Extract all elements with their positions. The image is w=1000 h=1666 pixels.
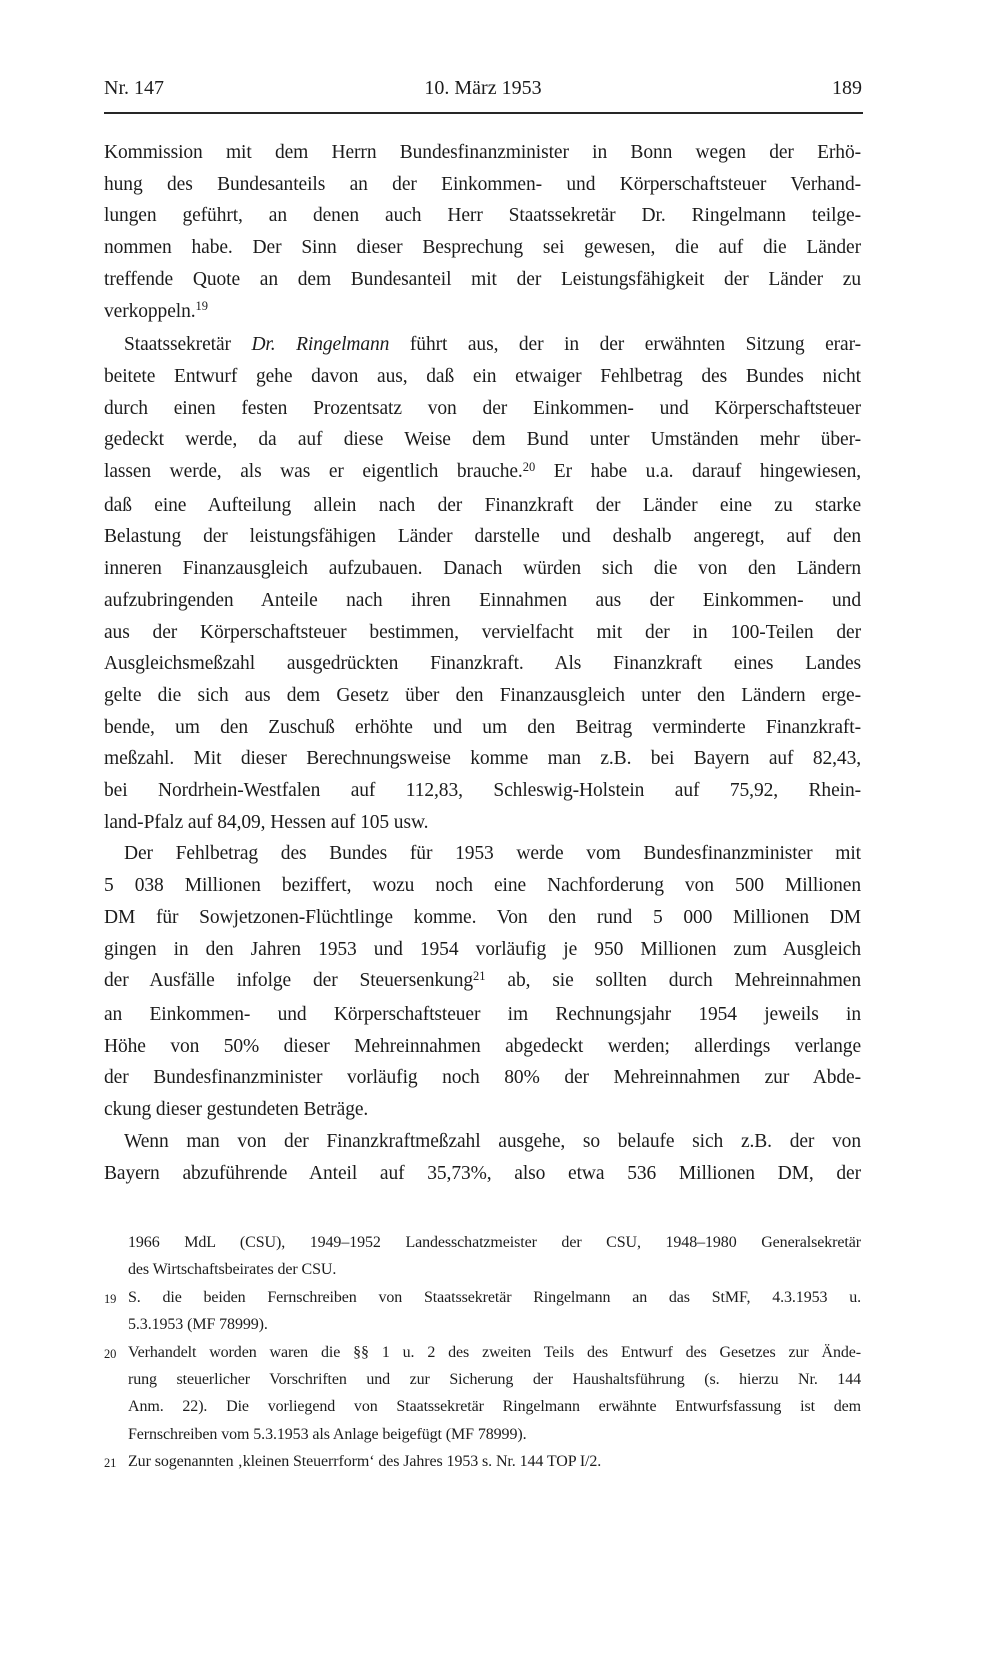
footnote-entry <box>104 1229 861 1284</box>
text-run: lassen werde, als was er eigentlich brauche. <box>104 461 523 483</box>
header-date: 10. März 1953 <box>424 77 542 99</box>
text-line <box>104 490 861 522</box>
text-run: gedeckt werde, da auf diese Weise dem Bund unter Umständen mehr über- <box>104 429 861 451</box>
text-line <box>104 775 861 807</box>
text-run: 5 038 Millionen beziffert, wozu noch eine Nachforderung von 500 Millionen <box>104 875 861 897</box>
text-run: DM für Sowjetzonen-Flüchtlinge komme. Von den rund 5 000 Millionen DM <box>104 906 861 928</box>
text-line <box>104 553 861 585</box>
text-run: Ausgleichsmeßzahl ausgedrückten Finanzkraft. Als Finanzkraft eines Landes <box>104 653 861 675</box>
footnote-line: Verhandelt worden waren die §§ 1 u. 2 des zweiten Teils des Entwurf des Gesetzes zur Ände- <box>128 1343 861 1361</box>
footnote-ref: 20 <box>522 459 536 474</box>
text-line <box>104 1031 861 1063</box>
text-line <box>104 424 861 456</box>
text-run: Wenn man von der Finanzkraftmeßzahl ausgehe, so belaufe sich z.B. der von <box>124 1130 861 1152</box>
text-line <box>104 648 861 680</box>
text-run: gelte die sich aus dem Gesetz über den Finanzausgleich unter den Ländern erge- <box>104 684 861 706</box>
text-run: aus der Körperschaftsteuer bestimmen, vervielfacht mit der in 100-Teilen der <box>104 621 861 643</box>
text-run: beitete Entwurf gehe davon aus, daß ein etwaiger Fehlbetrag des Bundes nicht <box>104 365 861 387</box>
text-line <box>104 521 861 553</box>
text-line <box>104 264 861 296</box>
footnote-ref: 19 <box>195 299 208 314</box>
text-line <box>104 743 861 775</box>
paragraph <box>104 137 861 329</box>
text-run: ckung dieser gestundeten Beträge. <box>104 1099 369 1121</box>
text-run: meßzahl. Mit dieser Berechnungsweise komme man z.B. bei Bayern auf 82,43, <box>104 748 861 770</box>
text-line <box>104 1094 861 1126</box>
text-run: gingen in den Jahren 1953 und 1954 vorläufig je 950 Millionen zum Ausgleich <box>104 938 861 960</box>
footnote-ref: 21 <box>473 968 486 983</box>
text-line <box>104 934 861 966</box>
page-header <box>104 77 862 105</box>
footnote-line: 1966 MdL (CSU), 1949–1952 Landesschatzmeister der CSU, 1948–1980 Generalsekretär <box>128 1234 861 1251</box>
text-line <box>104 902 861 934</box>
text-run: durch einen festen Prozentsatz von der Einkommen- und Körperschaftsteuer <box>104 397 861 419</box>
text-line <box>104 232 861 264</box>
text-run: der Ausfälle infolge der Steuersenkung <box>104 970 473 992</box>
header-rule <box>104 112 863 114</box>
text-run: daß eine Aufteilung allein nach der Finanzkraft der Länder eine zu starke <box>104 494 861 516</box>
footnote-line: des Wirtschaftsbeirates der CSU. <box>128 1261 337 1279</box>
text-run: lungen geführt, an denen auch Herr Staatssekretär Dr. Ringelmann teilge- <box>104 205 861 227</box>
text-run: der Bundesfinanzminister vorläufig noch 80% der Mehreinnahmen zur Abde- <box>104 1067 861 1089</box>
text-line <box>104 680 861 712</box>
footnote-line: Fernschreiben vom 5.3.1953 als Anlage beigefügt (MF 78999). <box>128 1425 527 1443</box>
footnote-line: 5.3.1953 (MF 78999). <box>128 1316 268 1334</box>
footnote-line: rung steuerlicher Vorschriften und zur Sicherung der Haushaltsführung (s. hierzu Nr. 144 <box>128 1371 861 1389</box>
text-line <box>104 137 861 169</box>
footnote-entry <box>104 1284 861 1339</box>
text-run: Höhe von 50% dieser Mehreinnahmen abgedeckt werden; allerdings verlange <box>104 1035 861 1057</box>
footnote-line: Zur sogenannten ‚kleinen Steuerrform‘ des Jahres 1953 s. Nr. 144 TOP I/2. <box>128 1453 602 1471</box>
text-line <box>104 329 861 361</box>
text-run: inneren Finanzausgleich aufzubauen. Danach würden sich die von den Ländern <box>104 558 861 580</box>
paragraph <box>104 329 861 838</box>
footnote-number: 21 <box>104 1456 117 1471</box>
paragraph <box>104 838 861 1125</box>
text-line <box>104 169 861 201</box>
page-number: 189 <box>832 77 862 99</box>
text-line <box>104 999 861 1031</box>
footnote-number: 20 <box>104 1346 117 1361</box>
text-run: land-Pfalz auf 84,09, Hessen auf 105 usw. <box>104 811 429 833</box>
text-run: an Einkommen- und Körperschaftsteuer im Rechnungsjahr 1954 jeweils in <box>104 1003 861 1025</box>
text-line <box>104 585 861 617</box>
text-line <box>104 361 861 393</box>
text-run: Kommission mit dem Herrn Bundesfinanzminister in Bonn wegen der Erhö- <box>104 142 861 163</box>
text-run: Staatssekretär <box>124 334 252 356</box>
text-line <box>104 296 861 330</box>
text-run: Er habe u.a. darauf hingewiesen, <box>535 461 861 483</box>
text-line <box>104 807 861 839</box>
text-line <box>104 870 861 902</box>
text-line <box>104 1158 861 1190</box>
text-run: nommen habe. Der Sinn dieser Besprechung sei gewesen, die auf die Länder <box>104 237 861 259</box>
document-number: Nr. 147 <box>104 77 164 99</box>
footnote-entry <box>104 1339 861 1449</box>
footnote-number: 19 <box>104 1291 117 1306</box>
text-line <box>104 965 861 999</box>
footnote-entry <box>104 1448 861 1475</box>
text-line <box>104 617 861 649</box>
footnote-line: Anm. 22). Die vorliegend von Staatssekretär Ringelmann erwähnte Entwurfsfassung ist dem <box>128 1398 861 1416</box>
text-run: bei Nordrhein-Westfalen auf 112,83, Schleswig-Holstein auf 75,92, Rhein- <box>104 780 861 802</box>
text-run: Belastung der leistungsfähigen Länder darstelle und deshalb angeregt, auf den <box>104 526 861 548</box>
text-run: Der Fehlbetrag des Bundes für 1953 werde vom Bundesfinanzminister mit <box>124 843 861 865</box>
text-line <box>104 1062 861 1094</box>
text-line <box>104 456 861 490</box>
paragraph <box>104 1126 861 1189</box>
text-run: treffende Quote an dem Bundesanteil mit der Leistungsfähigkeit der Länder zu <box>104 268 861 290</box>
text-line <box>104 393 861 425</box>
text-run: verkoppeln. <box>104 300 196 322</box>
text-run: hung des Bundesanteils an der Einkommen- und Körperschaftsteuer Verhand- <box>104 173 861 195</box>
text-run: bende, um den Zuschuß erhöhte und um den Beitrag verminderte Finanzkraft- <box>104 716 861 738</box>
text-run: Bayern abzuführende Anteil auf 35,73%, also etwa 536 Millionen DM, der <box>104 1162 861 1184</box>
footnotes-block <box>104 1229 861 1476</box>
body-text <box>104 137 861 1189</box>
footnote-line: S. die beiden Fernschreiben von Staatssekretär Ringelmann an das StMF, 4.3.1953 u. <box>128 1288 861 1306</box>
text-line <box>104 1126 861 1158</box>
text-run: aufzubringenden Anteile nach ihren Einnahmen aus der Einkommen- und <box>104 589 861 611</box>
text-line <box>104 200 861 232</box>
text-line <box>104 838 861 870</box>
text-line <box>104 712 861 744</box>
text-run: führt aus, der in der erwähnten Sitzung erar- <box>389 334 861 356</box>
italic-text: Dr. Ringelmann <box>251 334 390 356</box>
text-run: ab, sie sollten durch Mehreinnahmen <box>485 970 861 992</box>
